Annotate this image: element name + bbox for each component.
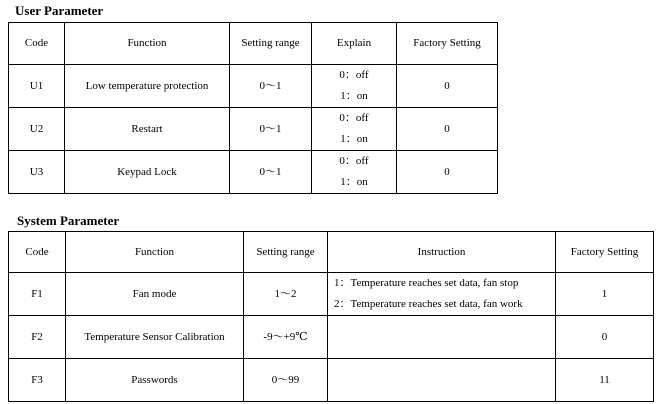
header-function: Function — [65, 23, 230, 65]
cell-code: U1 — [9, 65, 65, 108]
table-header-row — [9, 232, 654, 273]
system-parameter-title: System Parameter — [17, 213, 120, 228]
cell-instruction — [328, 273, 556, 316]
table-row — [9, 151, 498, 194]
explain-line: 1：on — [340, 176, 368, 188]
cell-factory: 11 — [556, 359, 654, 402]
cell-function: Passwords — [66, 359, 244, 402]
explain-line: 1：on — [340, 133, 368, 145]
cell-explain — [312, 108, 397, 151]
table-row — [9, 108, 498, 151]
user-parameter-title: User Parameter — [15, 3, 104, 18]
cell-function: Low temperature protection — [65, 65, 230, 108]
cell-explain — [312, 65, 397, 108]
cell-code: F1 — [9, 273, 66, 316]
explain-line: 0：off — [339, 112, 369, 124]
header-setting-range: Setting range — [230, 23, 312, 65]
cell-instruction — [328, 359, 556, 402]
cell-function: Keypad Lock — [65, 151, 230, 194]
header-setting-range: Setting range — [244, 232, 328, 273]
header-instruction: Instruction — [328, 232, 556, 273]
cell-explain — [312, 151, 397, 194]
cell-code: U3 — [9, 151, 65, 194]
explain-line: 0：off — [339, 69, 369, 81]
table-row — [9, 273, 654, 316]
table-row — [9, 316, 654, 359]
header-factory-setting: Factory Setting — [397, 23, 498, 65]
cell-range: 0～99 — [244, 359, 328, 402]
cell-code: F2 — [9, 316, 66, 359]
header-factory-setting: Factory Setting — [556, 232, 654, 273]
header-code: Code — [9, 23, 65, 65]
system-parameter-table — [8, 231, 654, 402]
cell-range: 0～1 — [230, 108, 312, 151]
header-explain: Explain — [312, 23, 397, 65]
table-header-row — [9, 23, 498, 65]
cell-range: 0～1 — [230, 151, 312, 194]
explain-line: 1：on — [340, 90, 368, 102]
cell-function: Fan mode — [66, 273, 244, 316]
user-parameter-table — [8, 22, 498, 194]
cell-range: -9～+9℃ — [244, 316, 328, 359]
cell-function: Temperature Sensor Calibration — [66, 316, 244, 359]
cell-code: U2 — [9, 108, 65, 151]
header-code: Code — [9, 232, 66, 273]
cell-instruction — [328, 316, 556, 359]
cell-range: 0～1 — [230, 65, 312, 108]
cell-factory: 0 — [397, 65, 498, 108]
cell-range: 1～2 — [244, 273, 328, 316]
instruction-line: 2：Temperature reaches set data, fan work — [334, 298, 523, 310]
cell-factory: 1 — [556, 273, 654, 316]
cell-factory: 0 — [397, 108, 498, 151]
header-function: Function — [66, 232, 244, 273]
explain-line: 0：off — [339, 155, 369, 167]
cell-function: Restart — [65, 108, 230, 151]
cell-factory: 0 — [556, 316, 654, 359]
cell-factory: 0 — [397, 151, 498, 194]
instruction-line: 1：Temperature reaches set data, fan stop — [334, 277, 519, 289]
table-row — [9, 359, 654, 402]
table-row — [9, 65, 498, 108]
cell-code: F3 — [9, 359, 66, 402]
